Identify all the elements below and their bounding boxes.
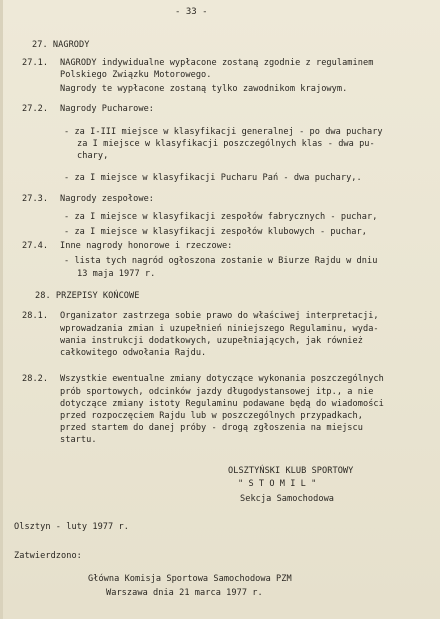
item-line: Nagrody te wypłacone zostaną tylko zawodnikom krajowym.: [60, 84, 348, 94]
item-number: 28.1.: [22, 311, 49, 321]
approval-line: Warszawa dnia 21 marca 1977 r.: [106, 588, 263, 598]
item-line: wania instrukcji dodatkowych, uzupełniających, jak również: [60, 336, 363, 346]
item-line: prób sportowych, odcinków jazdy długodystansowej itp., a nie: [60, 387, 374, 397]
item-line: Polskiego Związku Motorowego.: [60, 70, 212, 80]
item-line: przed rozpoczęciem Rajdu lub w poszczególnych przypadkach,: [60, 411, 363, 421]
item-line: - za I-III miejsce w klasyfikacji generalnej - po dwa puchary: [64, 127, 383, 137]
item-line: - za I miejsce w klasyfikacji Pucharu Pań - dwa puchary,.: [64, 173, 362, 183]
item-number: 27.1.: [22, 58, 49, 68]
item-line: 13 maja 1977 r.: [77, 269, 156, 279]
item-line: Wszystkie ewentualne zmiany dotyczące wykonania poszczególnych: [60, 374, 384, 384]
item-line: Nagrody Pucharowe:: [60, 104, 155, 114]
item-line: całkowitego odwołania Rajdu.: [60, 348, 207, 358]
item-number: 28.2.: [22, 374, 49, 384]
item-number: 27.4.: [22, 241, 49, 251]
item-line: startu.: [60, 435, 97, 445]
item-line: Organizator zastrzega sobie prawo do właściwej interpretacji,: [60, 311, 379, 321]
signature-name: " S T O M I L ": [238, 479, 317, 489]
item-line: wprowadzania zmian i uzupełnień niniejszego Regulaminu, wyda-: [60, 324, 379, 334]
approval-line: Główna Komisja Sportowa Samochodowa PZM: [88, 574, 292, 584]
approved-label: Zatwierdzono:: [14, 551, 82, 561]
item-number: 27.3.: [22, 194, 49, 204]
item-number: 27.2.: [22, 104, 49, 114]
item-line: Nagrody zespołowe:: [60, 194, 155, 204]
item-line: - za I miejsce w klasyfikacji zespołów klubowych - puchar,: [64, 227, 367, 237]
signature-section: Sekcja Samochodowa: [240, 494, 335, 504]
signature-club: OLSZTYŃSKI KLUB SPORTOWY: [228, 466, 354, 476]
item-line: przed startem do danej próby - drogą zgłoszenia na miejscu: [60, 423, 363, 433]
item-line: dotyczące zmiany istoty Regulaminu podawane będą do wiadomości: [60, 399, 384, 409]
item-line: Inne nagrody honorowe i rzeczowe:: [60, 241, 233, 251]
section-heading: 27. NAGRODY: [32, 40, 90, 50]
item-line: chary,: [77, 151, 109, 161]
section-heading: 28. PRZEPISY KOŃCOWE: [35, 291, 140, 301]
page-number: - 33 -: [175, 7, 208, 17]
item-line: za I miejsce w klasyfikacji poszczególnych klas - dwa pu-: [77, 139, 375, 149]
item-line: NAGRODY indywidualne wypłacone zostaną zgodnie z regulaminem: [60, 58, 374, 68]
place-date: Olsztyn - luty 1977 r.: [14, 522, 129, 532]
page-edge-shadow: [0, 0, 3, 619]
item-line: - za I miejsce w klasyfikacji zespołów fabrycznych - puchar,: [64, 212, 378, 222]
item-line: - lista tych nagród ogłoszona zostanie w Biurze Rajdu w dniu: [64, 256, 378, 266]
